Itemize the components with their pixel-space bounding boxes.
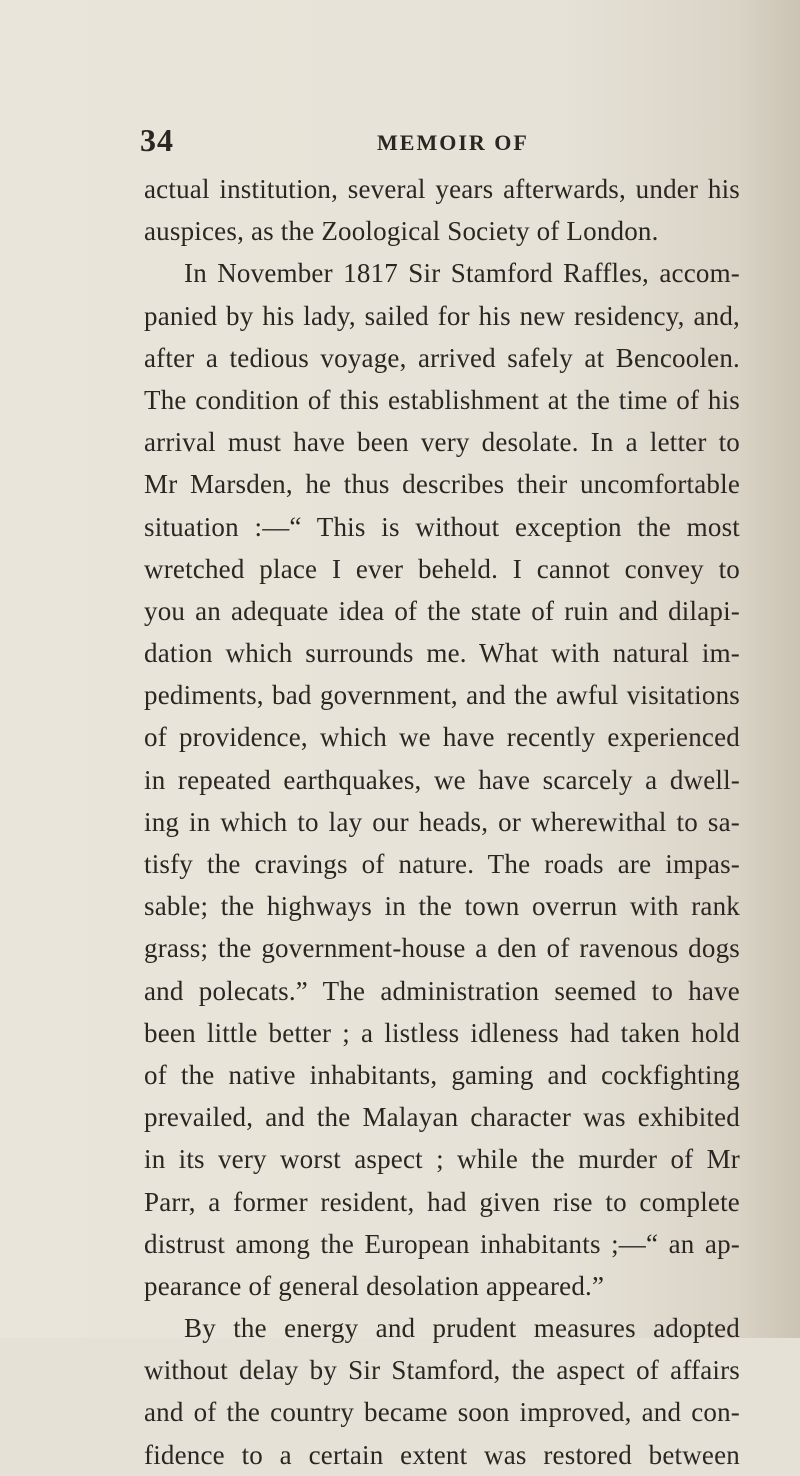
text-line: situation :—“ This is without exception the most	[144, 511, 740, 542]
text-line: of providence, which we have recently experienced	[144, 722, 740, 753]
text-line: been little better ; a listless idleness had taken hold	[144, 1017, 740, 1048]
text-line: Parr, a former resident, had given rise to complete	[144, 1186, 740, 1217]
text-line: actual institution, several years afterwards, under his	[144, 174, 740, 204]
text-line: prevailed, and the Malayan character was exhibited	[144, 1102, 740, 1133]
text-line: grass; the government-house a den of ravenous dogs	[144, 933, 740, 964]
text-line: By the energy and prudent measures adopted	[184, 1313, 740, 1344]
text-line: ing in which to lay our heads, or wherewithal to sa-	[144, 806, 740, 837]
text-line: auspices, as the Zoological Society of London.	[144, 216, 659, 247]
page-header	[140, 122, 760, 162]
text-line: of the native inhabitants, gaming and cockfighting	[144, 1059, 740, 1090]
text-line: pearance of general desolation appeared.”	[144, 1270, 605, 1301]
text-line: Mr Marsden, he thus describes their uncomfortable	[144, 469, 740, 500]
text-line: in repeated earthquakes, we have scarcely a dwell-	[144, 764, 740, 795]
text-line: fidence to a certain extent was restored between	[144, 1439, 740, 1470]
text-line: without delay by Sir Stamford, the aspect of affairs	[144, 1355, 740, 1386]
text-line: in its very worst aspect ; while the murder of Mr	[144, 1144, 740, 1175]
text-line: wretched place I ever beheld. I cannot convey to	[144, 553, 740, 584]
text-line: distrust among the European inhabitants ;—“ an ap-	[144, 1228, 740, 1259]
text-line: panied by his lady, sailed for his new residency, and,	[144, 300, 740, 331]
page-number: 34	[140, 122, 174, 158]
text-line: after a tedious voyage, arrived safely at Bencoolen.	[144, 342, 740, 373]
text-line: pediments, bad government, and the awful visitations	[144, 680, 740, 711]
text-line: and polecats.” The administration seemed to have	[144, 975, 740, 1006]
running-head: MEMOIR OF	[377, 130, 529, 155]
text-line: and of the country became soon improved, and con-	[144, 1397, 740, 1428]
text-line: In November 1817 Sir Stamford Raffles, accom-	[184, 258, 740, 289]
body-text	[144, 168, 740, 1476]
text-line: you an adequate idea of the state of ruin and dilapi-	[144, 595, 740, 626]
text-line: tisfy the cravings of nature. The roads are impas-	[144, 849, 740, 879]
text-line: sable; the highways in the town overrun with rank	[144, 891, 740, 922]
text-line: The condition of this establishment at the time of his	[144, 384, 740, 415]
text-line: dation which surrounds me. What with natural im-	[144, 638, 740, 669]
text-line: arrival must have been very desolate. In a letter to	[144, 427, 740, 458]
